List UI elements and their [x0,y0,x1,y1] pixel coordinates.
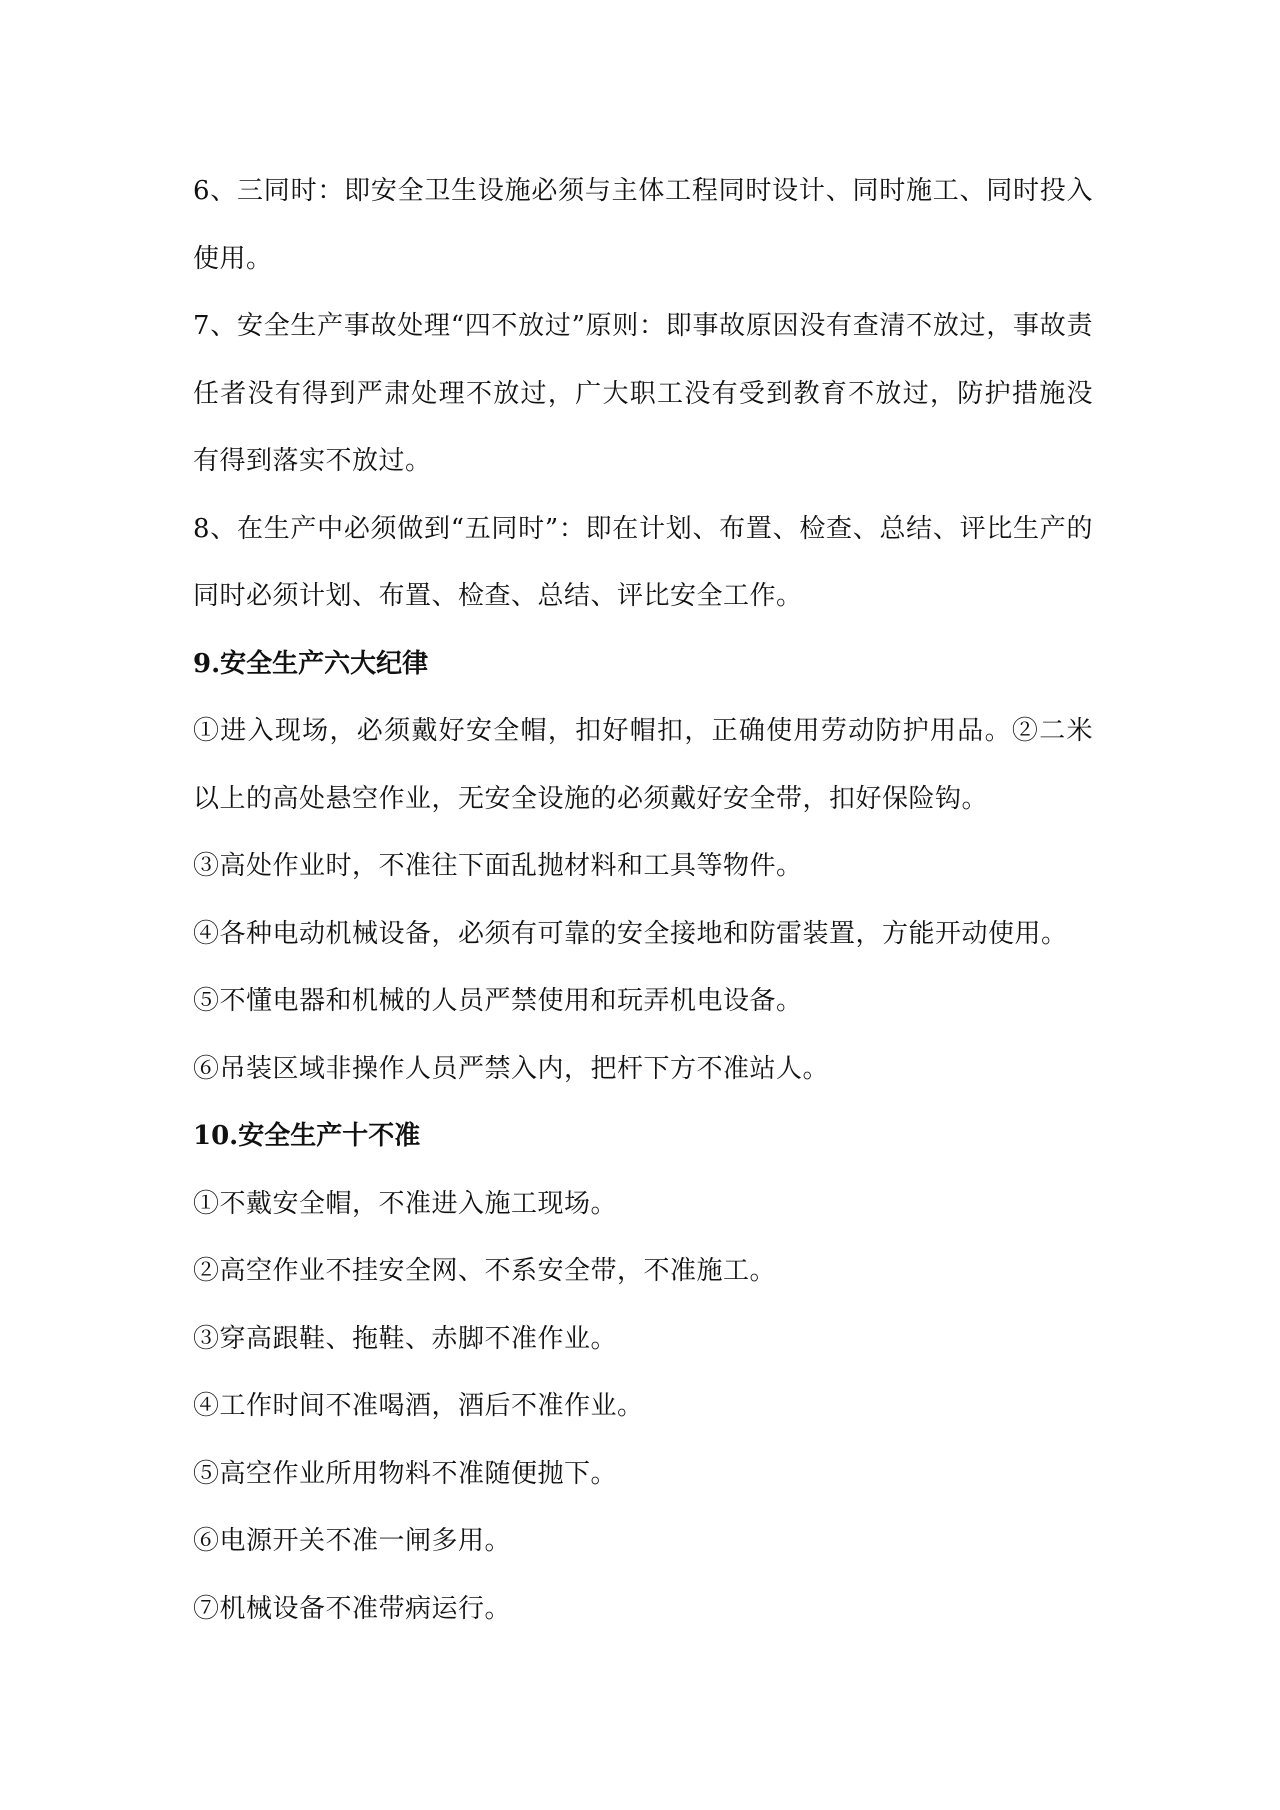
rule-item-1: ①不戴安全帽，不准进入施工现场。 [193,1188,618,1219]
rule-item-4: ④工作时间不准喝酒，酒后不准作业。 [193,1391,644,1421]
rule-item-5: ⑤高空作业所用物料不准随便抛下。 [193,1458,618,1489]
discipline-item-5: ⑤不懂电器和机械的人员严禁使用和玩弄机电设备。 [193,986,803,1016]
discipline-item-4: ④各种电动机械设备，必须有可靠的安全接地和防雷装置，方能开动使用。 [193,918,1068,949]
discipline-item-3: ③高处作业时，不准往下面乱抛材料和工具等物件。 [193,851,803,881]
rule-item-6: ⑥电源开关不准一闸多用。 [193,1526,512,1556]
section-heading-10: 10.安全生产十不准 [193,1121,421,1151]
rule-item-3: ③穿高跟鞋、拖鞋、赤脚不准作业。 [193,1323,618,1354]
paragraph-item-8: 8、在生产中必须做到“五同时”：即在计划、布置、检查、总结、评比生产的同时必须计划、布置、检查、总结、评比安全工作。 [193,513,1093,611]
section-heading-9: 9.安全生产六大纪律 [193,648,429,679]
discipline-item-6: ⑥吊装区域非操作人员严禁入内，把杆下方不准站人。 [193,1053,830,1084]
paragraph-item-6: 6、三同时：即安全卫生设施必须与主体工程同时设计、同时施工、同时投入使用。 [193,176,1093,274]
rule-item-2: ②高空作业不挂安全网、不系安全带，不准施工。 [193,1256,777,1286]
document-body [193,158,1093,1643]
rule-item-7: ⑦机械设备不准带病运行。 [193,1593,512,1624]
paragraph-item-7: 7、安全生产事故处理“四不放过”原则：即事故原因没有查清不放过，事故责任者没有得到严肃处理不放过，广大职工没有受到教育不放过，防护措施没有得到落实不放过。 [193,311,1093,476]
discipline-item-1-2: ①进入现场，必须戴好安全帽，扣好帽扣，正确使用劳动防护用品。②二米以上的高处悬空作业，无安全设施的必须戴好安全带，扣好保险钩。 [193,716,1093,814]
